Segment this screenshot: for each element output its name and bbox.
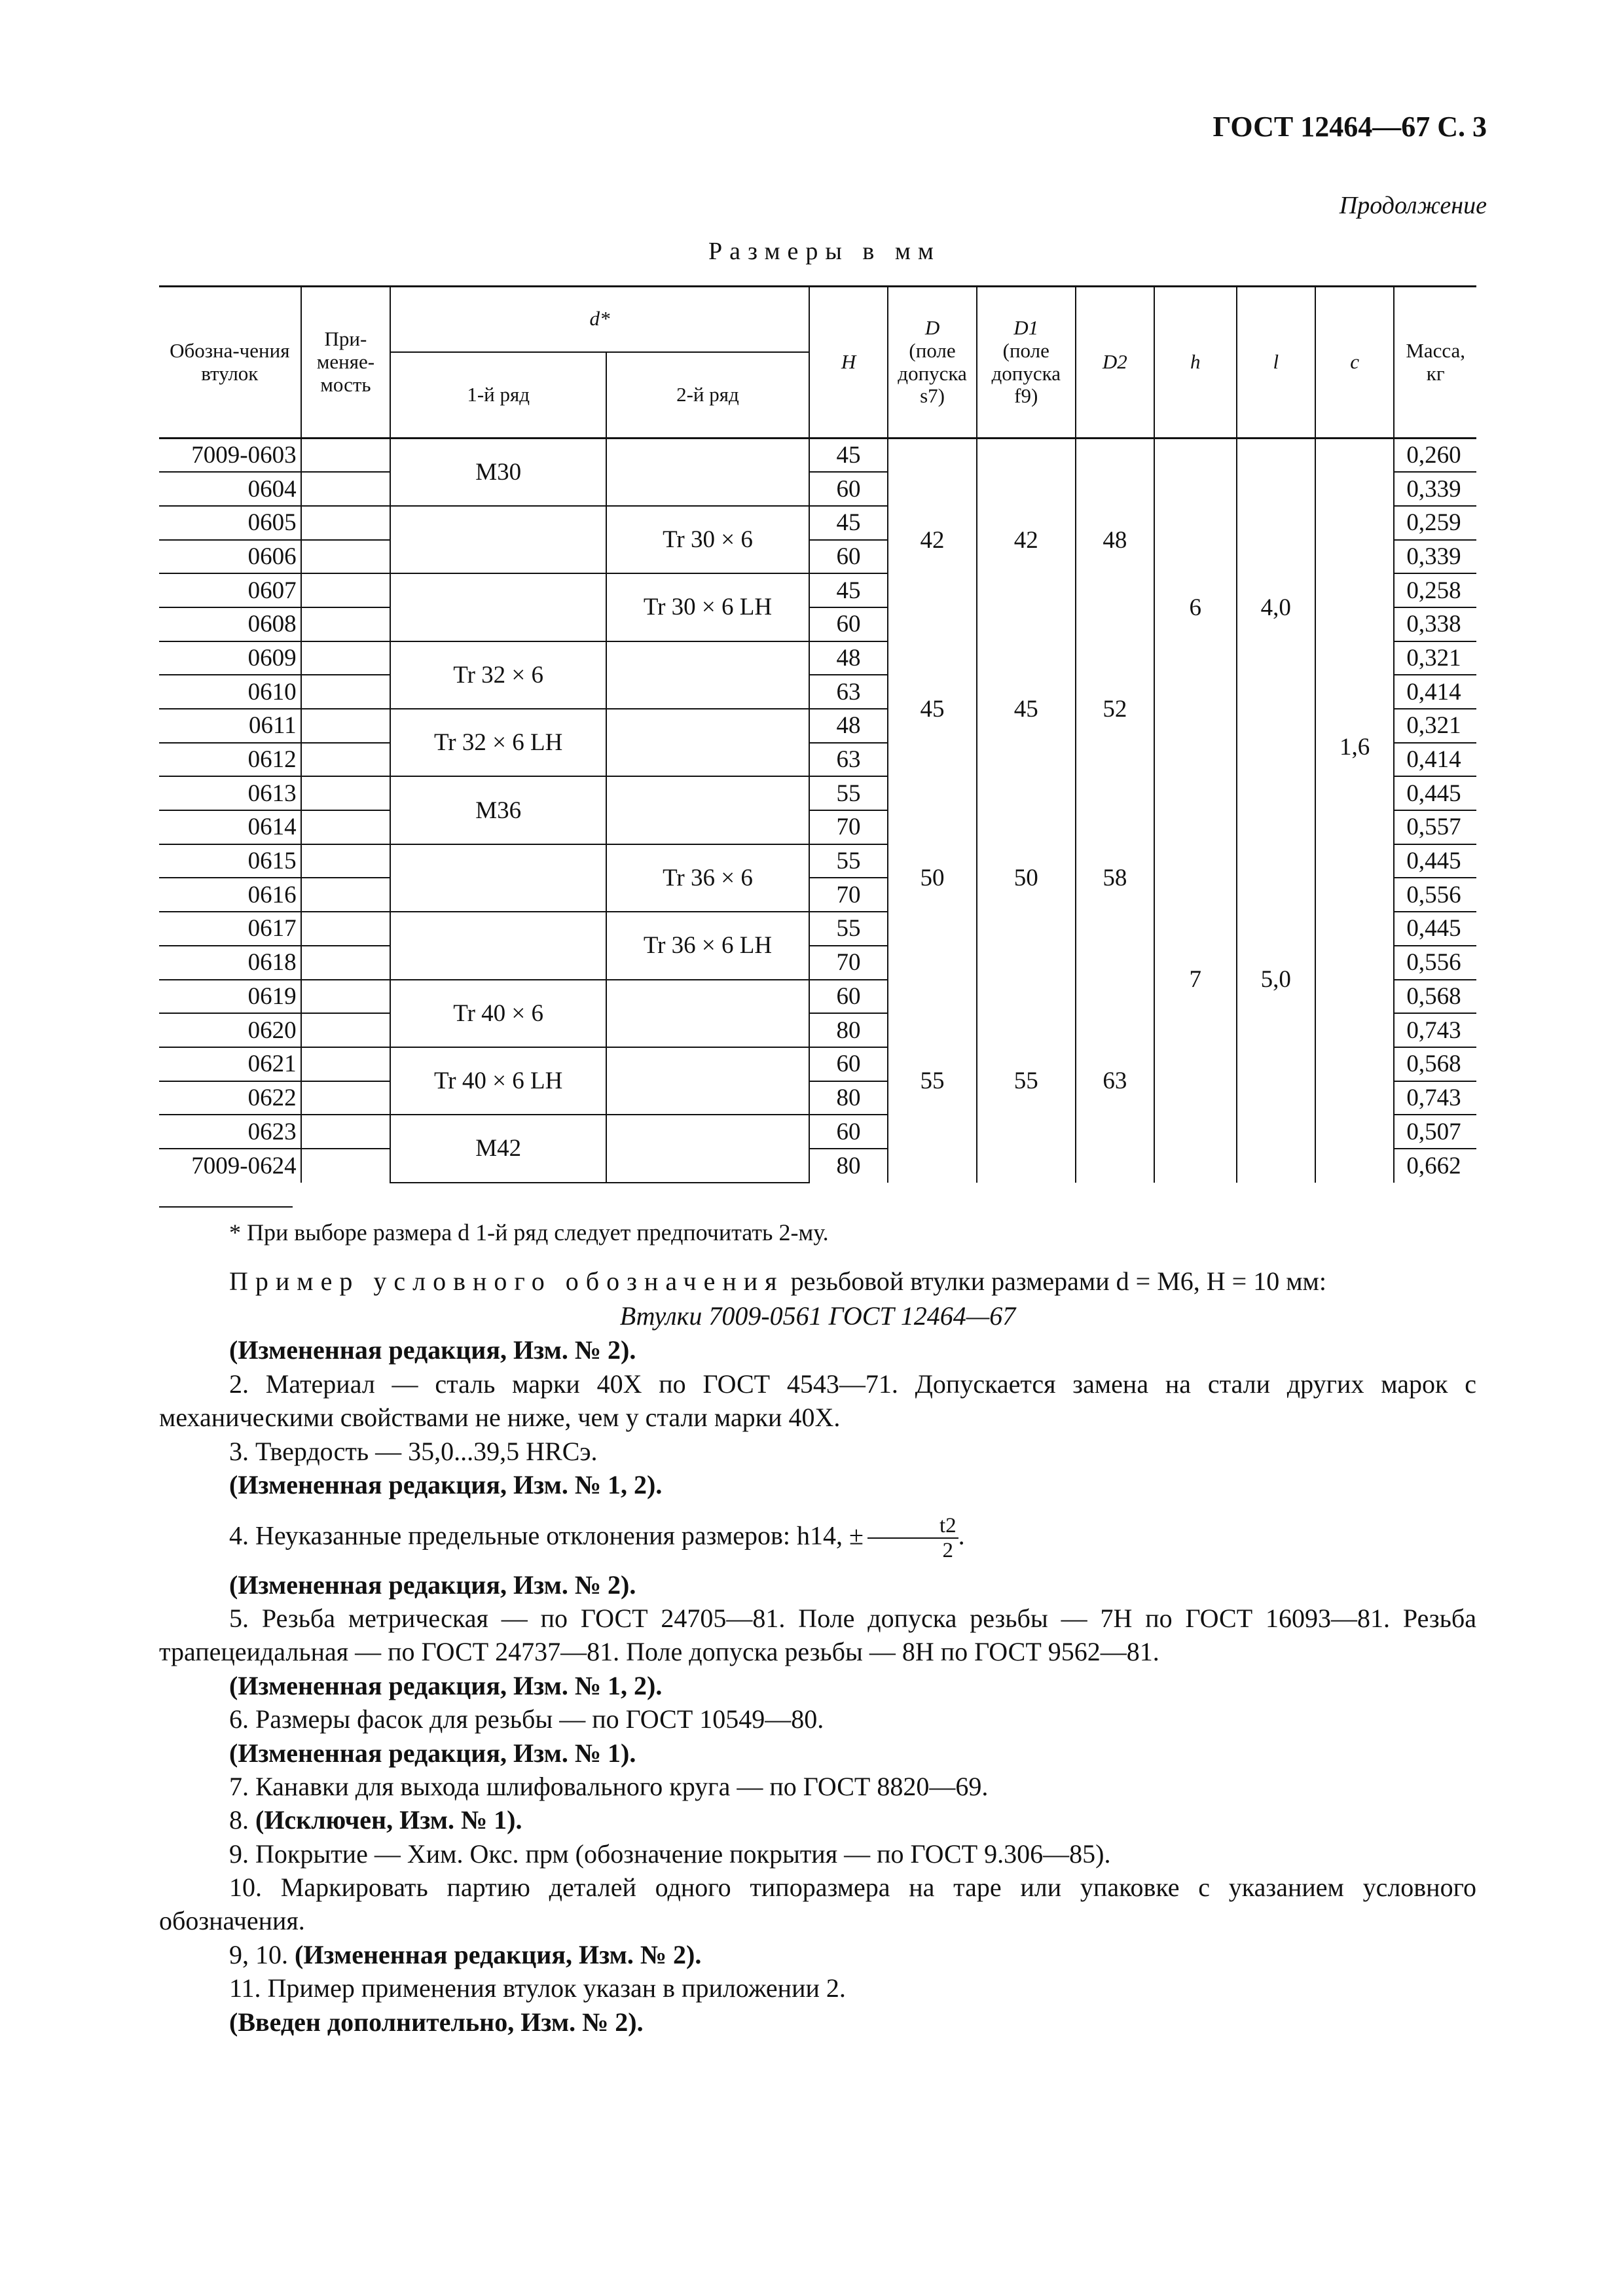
cell-d-row1: Tr 32 × 6 — [390, 641, 606, 709]
cell-mass: 0,445 — [1394, 844, 1476, 878]
cell-D: 45 — [888, 641, 977, 777]
cell-H: 45 — [809, 506, 888, 540]
cell-H: 60 — [809, 980, 888, 1014]
cell-d-row2: Tr 30 × 6 — [606, 506, 809, 573]
col-header-d: d* — [390, 287, 809, 352]
cell-H: 55 — [809, 776, 888, 810]
cell-d-row2: Tr 36 × 6 LH — [606, 912, 809, 979]
clause-9-10-amendment: 9, 10. (Измененная редакция, Изм. № 2). — [229, 1940, 702, 1969]
cell-d-row1 — [390, 573, 606, 641]
amendment-note: (Измененная редакция, Изм. № 1, 2). — [229, 1470, 663, 1499]
cell-code: 0605 — [159, 506, 301, 540]
clause-6: 6. Размеры фасок для резьбы — по ГОСТ 10549—80. — [229, 1704, 824, 1734]
cell-l: 5,0 — [1237, 776, 1315, 1182]
cell-H: 48 — [809, 641, 888, 675]
cell-code: 0604 — [159, 472, 301, 506]
cell-mass: 0,743 — [1394, 1013, 1476, 1047]
cell-H: 63 — [809, 675, 888, 709]
amendment-note: (Введен дополнительно, Изм. № 2). — [229, 2007, 644, 2037]
cell-application — [301, 1081, 391, 1115]
footnote: * При выборе размера d 1-й ряд следует предпочитать 2-му. — [229, 1219, 829, 1246]
cell-H: 70 — [809, 878, 888, 912]
example-lead: Пример условного обозначения — [229, 1266, 784, 1296]
cell-d-row2 — [606, 641, 809, 709]
cell-H: 80 — [809, 1013, 888, 1047]
table-row — [159, 776, 1476, 810]
cell-mass: 0,260 — [1394, 439, 1476, 473]
cell-d-row1 — [390, 912, 606, 979]
cell-l: 4,0 — [1237, 439, 1315, 777]
cell-application — [301, 540, 391, 574]
col-header-D: D (поле допуска s7) — [888, 287, 977, 439]
cell-mass: 0,414 — [1394, 675, 1476, 709]
cell-d-row2 — [606, 709, 809, 776]
cell-D2: 63 — [1076, 980, 1154, 1183]
cell-H: 60 — [809, 1047, 888, 1081]
cell-d-row1 — [390, 844, 606, 912]
cell-mass: 0,662 — [1394, 1149, 1476, 1183]
cell-D1: 45 — [977, 641, 1076, 777]
cell-d-row2 — [606, 1047, 809, 1115]
clause-10: 10. Маркировать партию деталей одного типоразмера на таре или упаковке с указанием условного обозначения. — [159, 1873, 1476, 1935]
cell-code: 0609 — [159, 641, 301, 675]
cell-code: 0615 — [159, 844, 301, 878]
page-title: ГОСТ 12464—67 С. 3 — [1213, 111, 1487, 143]
cell-d-row1: М36 — [390, 776, 606, 844]
cell-application — [301, 1013, 391, 1047]
cell-mass: 0,743 — [1394, 1081, 1476, 1115]
cell-code: 0620 — [159, 1013, 301, 1047]
cell-application — [301, 607, 391, 641]
cell-H: 45 — [809, 573, 888, 607]
cell-code: 0610 — [159, 675, 301, 709]
cell-code: 0611 — [159, 709, 301, 743]
cell-d-row1: Tr 40 × 6 — [390, 980, 606, 1047]
cell-code: 0621 — [159, 1047, 301, 1081]
cell-code: 0622 — [159, 1081, 301, 1115]
cell-d-row1: М42 — [390, 1115, 606, 1182]
cell-mass: 0,259 — [1394, 506, 1476, 540]
cell-code: 0618 — [159, 946, 301, 980]
amendment-note: (Измененная редакция, Изм. № 2). — [229, 1570, 636, 1600]
cell-code: 0612 — [159, 743, 301, 777]
footnote-divider — [159, 1206, 293, 1208]
cell-H: 55 — [809, 912, 888, 946]
col-header-row2: 2-й ряд — [606, 352, 809, 439]
cell-application — [301, 1115, 391, 1149]
cell-application — [301, 675, 391, 709]
table-row — [159, 439, 1476, 473]
cell-code: 0613 — [159, 776, 301, 810]
cell-code: 0619 — [159, 980, 301, 1014]
table-caption: Размеры в мм — [708, 238, 941, 265]
cell-application — [301, 776, 391, 810]
cell-mass: 0,556 — [1394, 946, 1476, 980]
cell-D: 55 — [888, 980, 977, 1183]
cell-code: 0614 — [159, 810, 301, 844]
cell-application — [301, 709, 391, 743]
cell-mass: 0,556 — [1394, 878, 1476, 912]
cell-d-row1: Tr 32 × 6 LH — [390, 709, 606, 776]
col-header-designation: Обозна-чения втулок — [159, 287, 301, 439]
cell-application — [301, 878, 391, 912]
cell-h: 6 — [1154, 439, 1236, 777]
col-header-c: c — [1315, 287, 1394, 439]
cell-D: 50 — [888, 776, 977, 979]
cell-D1: 55 — [977, 980, 1076, 1183]
cell-mass: 0,339 — [1394, 472, 1476, 506]
amendment-note: (Измененная редакция, Изм. № 1, 2). — [229, 1671, 663, 1700]
cell-D2: 52 — [1076, 641, 1154, 777]
continuation-label: Продолжение — [1339, 192, 1487, 219]
cell-H: 80 — [809, 1149, 888, 1183]
cell-d-row1: Tr 40 × 6 LH — [390, 1047, 606, 1115]
cell-application — [301, 946, 391, 980]
cell-H: 80 — [809, 1081, 888, 1115]
cell-d-row2: Tr 36 × 6 — [606, 844, 809, 912]
cell-code: 0623 — [159, 1115, 301, 1149]
col-header-D2: D2 — [1076, 287, 1154, 439]
cell-code: 0616 — [159, 878, 301, 912]
clause-5: 5. Резьба метрическая — по ГОСТ 24705—81. Поле допуска резьбы — 7Н по ГОСТ 16093—81. Резьба трапецеидальная — по ГОСТ 24737—81. Поле допуска резьбы — 8Н по ГОСТ 9562—81. — [159, 1604, 1476, 1666]
cell-H: 45 — [809, 439, 888, 473]
cell-application — [301, 912, 391, 946]
cell-d-row1: М30 — [390, 439, 606, 506]
cell-mass: 0,507 — [1394, 1115, 1476, 1149]
cell-d-row1 — [390, 506, 606, 573]
cell-code: 0606 — [159, 540, 301, 574]
cell-d-row2: Tr 30 × 6 LH — [606, 573, 809, 641]
amendment-note: (Измененная редакция, Изм. № 2). — [229, 1335, 636, 1365]
cell-code: 7009-0624 — [159, 1149, 301, 1183]
col-header-row1: 1-й ряд — [390, 352, 606, 439]
cell-D2: 48 — [1076, 439, 1154, 641]
cell-application — [301, 810, 391, 844]
cell-code: 0608 — [159, 607, 301, 641]
col-header-application: При-меняе-мость — [301, 287, 391, 439]
cell-H: 70 — [809, 810, 888, 844]
cell-mass: 0,557 — [1394, 810, 1476, 844]
cell-application — [301, 439, 391, 473]
cell-code: 0617 — [159, 912, 301, 946]
cell-d-row2 — [606, 980, 809, 1047]
clause-8: 8. (Исключен, Изм. № 1). — [229, 1805, 522, 1835]
example-text: резьбовой втулки размерами d = М6, H = 10 мм: — [790, 1266, 1326, 1296]
cell-d-row2 — [606, 439, 809, 506]
cell-H: 60 — [809, 607, 888, 641]
cell-mass: 0,338 — [1394, 607, 1476, 641]
col-header-mass: Масса, кг — [1394, 287, 1476, 439]
clause-4: 4. Неуказанные предельные отклонения размеров: h14, ± $\frac{t2}{2}$ . — [229, 1514, 965, 1563]
cell-application — [301, 573, 391, 607]
cell-mass: 0,339 — [1394, 540, 1476, 574]
cell-H: 60 — [809, 540, 888, 574]
cell-application — [301, 506, 391, 540]
cell-D2: 58 — [1076, 776, 1154, 979]
example-designation: Втулки 7009-0561 ГОСТ 12464—67 — [619, 1301, 1016, 1331]
cell-mass: 0,568 — [1394, 1047, 1476, 1081]
col-header-h: h — [1154, 287, 1236, 439]
clause-11: 11. Пример применения втулок указан в приложении 2. — [229, 1973, 846, 2003]
cell-mass: 0,258 — [1394, 573, 1476, 607]
cell-code: 0607 — [159, 573, 301, 607]
cell-application — [301, 1047, 391, 1081]
clause-3: 3. Твердость — 35,0...39,5 HRCэ. — [229, 1437, 598, 1466]
cell-H: 48 — [809, 709, 888, 743]
cell-mass: 0,568 — [1394, 980, 1476, 1014]
cell-application — [301, 980, 391, 1014]
cell-H: 60 — [809, 472, 888, 506]
cell-application — [301, 844, 391, 878]
cell-H: 55 — [809, 844, 888, 878]
example-line — [159, 1265, 1476, 1298]
amendment-note: (Измененная редакция, Изм. № 1). — [229, 1738, 636, 1768]
cell-d-row2 — [606, 776, 809, 844]
clause-2: 2. Материал — сталь марки 40Х по ГОСТ 4543—71. Допускается замена на стали других марок с механическими свойствами не ниже, чем у стали марки 40Х. — [159, 1369, 1476, 1432]
cell-mass: 0,414 — [1394, 743, 1476, 777]
col-header-H: H — [809, 287, 888, 439]
cell-H: 60 — [809, 1115, 888, 1149]
cell-D1: 42 — [977, 439, 1076, 641]
cell-code: 7009-0603 — [159, 439, 301, 473]
cell-c: 1,6 — [1315, 439, 1394, 1183]
cell-application — [301, 1149, 391, 1183]
cell-application — [301, 641, 391, 675]
cell-mass: 0,445 — [1394, 776, 1476, 810]
cell-d-row2 — [606, 1115, 809, 1182]
col-header-l: l — [1237, 287, 1315, 439]
col-header-D1: D1 (поле допуска f9) — [977, 287, 1076, 439]
cell-mass: 0,321 — [1394, 641, 1476, 675]
cell-H: 63 — [809, 743, 888, 777]
clause-7: 7. Канавки для выхода шлифовального круга — по ГОСТ 8820—69. — [229, 1772, 989, 1801]
cell-mass: 0,321 — [1394, 709, 1476, 743]
cell-D: 42 — [888, 439, 977, 641]
cell-application — [301, 743, 391, 777]
bushing-spec-table — [159, 285, 1476, 1183]
clause-9: 9. Покрытие — Хим. Окс. прм (обозначение покрытия — по ГОСТ 9.306—85). — [229, 1839, 1111, 1869]
tolerance-fraction: $\frac{t2}{2}$ — [867, 1514, 958, 1563]
cell-H: 70 — [809, 946, 888, 980]
cell-mass: 0,445 — [1394, 912, 1476, 946]
cell-h: 7 — [1154, 776, 1236, 1182]
cell-application — [301, 472, 391, 506]
cell-D1: 50 — [977, 776, 1076, 979]
